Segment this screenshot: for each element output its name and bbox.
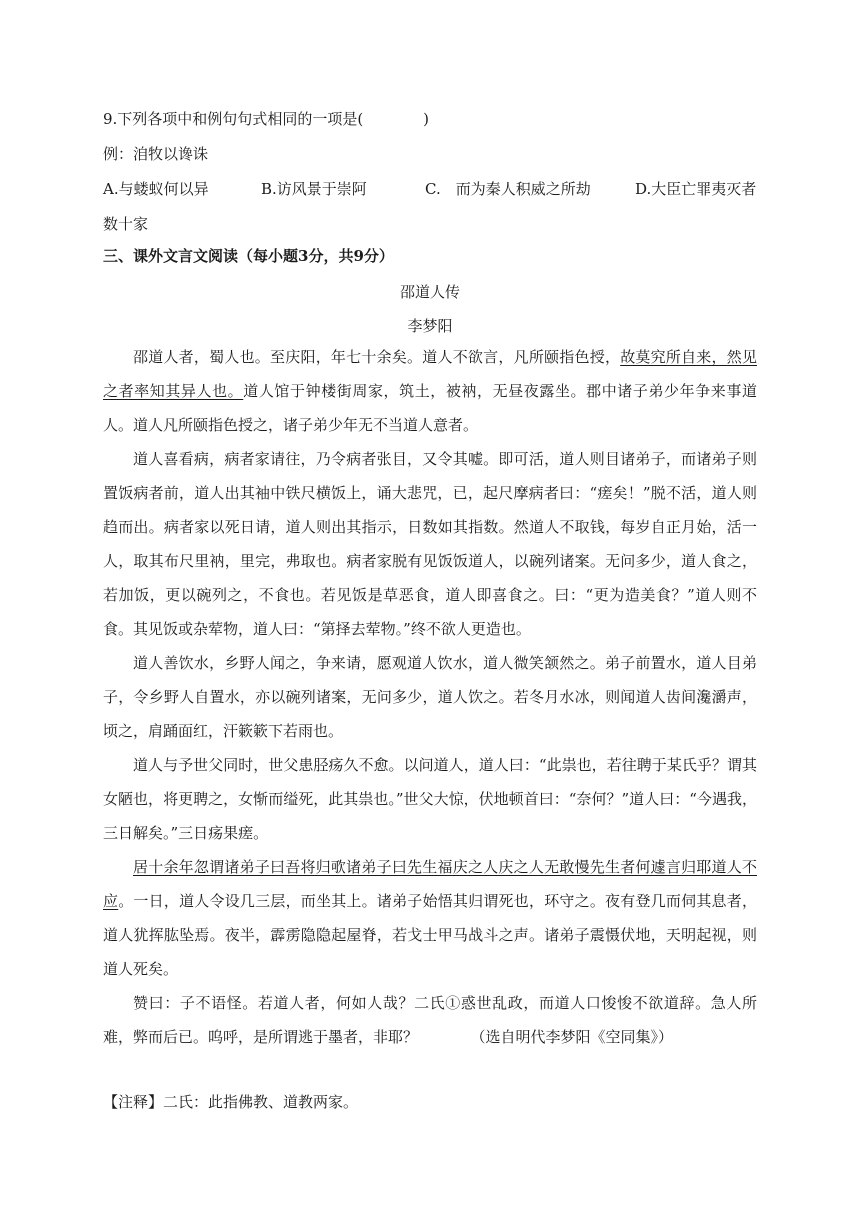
paragraph-5-rest: 。一日，道人令设几三层，而坐其上。诸弟子始悟其归谓死也，环守之。夜有登几而伺其息者，道人犹挥肱坠焉。夜半，霹雳隐隐起屋脊，若戈士甲马战斗之声。诸弟子震慑伏地，天明起视，则道人死矣。 xyxy=(103,892,757,978)
paragraph-4: 道人与予世父同时，世父患胫疡久不愈。以问道人，道人曰：“此祟也，若往聘于某氏乎？谓其女陋也，将更聘之，女惭而缢死，此其祟也。”世父大惊，伏地顿首曰：“奈何？”道人曰：“今遇我，三日解矣。”三日疡果瘥。 xyxy=(103,756,757,842)
question-9-example: 例：洎牧以谗诛 xyxy=(103,145,209,163)
paragraph-6 xyxy=(103,986,757,1054)
source-citation: （选自明代李梦阳《空同集》） xyxy=(478,1028,674,1046)
paragraph-1 xyxy=(103,340,757,442)
option-a: A.与蝼蚁何以异 xyxy=(103,180,209,198)
passage-author: 李梦阳 xyxy=(407,317,453,335)
option-b: B.访风景于崇阿 xyxy=(261,180,367,198)
underlined-sentence-2: 居十余年忽谓诸弟子曰吾将归㰤诸弟子曰先生福庆之人庆之人无敢慢先生者何遽言归耶道人不应 xyxy=(103,858,757,910)
passage-title: 邵道人传 xyxy=(399,283,460,301)
paragraph-6-text: 赞曰：子不语怪。若道人者，何如人哉？二氏①惑世乱政，而道人口悛悛不欲道辞。急人所难，弊而后已。呜呼，是所谓逃于墨者，非耶？ xyxy=(103,994,757,1046)
paragraph-2: 道人喜看病，病者家请往，乃令病者张目，又令其嘘。即可活，道人则目诸弟子，而诸弟子则置饭病者前，道人出其袖中铁尺横饭上，诵大悲咒，已，起尺摩病者曰：“瘥矣！”脱不活，道人则趋而出。病者家以死日请，道人则出其指示，日数如其指数。然道人不取钱，每岁自正月始，活一人，取其布尺里衲，里完，弗取也。病者家脱有见饭饭道人，以碗列诸案。无问多少，道人食之，若加饭，更以碗列之，不食也。若见饭是草恶食，道人即喜食之。曰：“更为造美食？”道人则不食。其见饭或杂荤物，道人曰：“第择去荤物。”终不欲人更造也。 xyxy=(103,450,757,638)
option-c: C. 而为秦人积威之所劫 xyxy=(425,180,591,198)
annotation-note: 【注释】二氏：此指佛教、道教两家。 xyxy=(103,1093,359,1111)
option-d: D.大臣亡罪夷灭者 xyxy=(635,180,757,198)
paragraph-3: 道人善饮水，乡野人闻之，争来请，愿观道人饮水，道人微笑颔然之。弟子前置水，道人目弟子，令乡野人自置水，亦以碗列诸案，无问多少，道人饮之。若冬月水冰，则闻道人齿间瀺灂声，顷之，肩踊面红，汗簌簌下若雨也。 xyxy=(103,654,757,740)
question-9-stem: 9.下列各项中和例句句式相同的一项是( ) xyxy=(103,110,430,128)
paragraph-5 xyxy=(103,850,757,986)
paragraph-1-text: 邵道人者，蜀人也。至庆阳，年七十余矣。道人不欲言，凡所颐指色授， xyxy=(133,348,621,366)
paragraph-1-rest: 道人馆于钟楼街周家，筑土，被衲，无昼夜露坐。郡中诸子弟少年争来事道人。道人凡所颐指色授之，诸子弟少年无不当道人意者。 xyxy=(103,382,757,434)
underlined-sentence-1: 故莫究所自来，然见之者率知其异人也。 xyxy=(103,348,757,400)
option-d-continuation: 数十家 xyxy=(103,215,149,233)
section-heading: 三、课外文言文阅读（每小题3分，共9分） xyxy=(103,247,394,265)
